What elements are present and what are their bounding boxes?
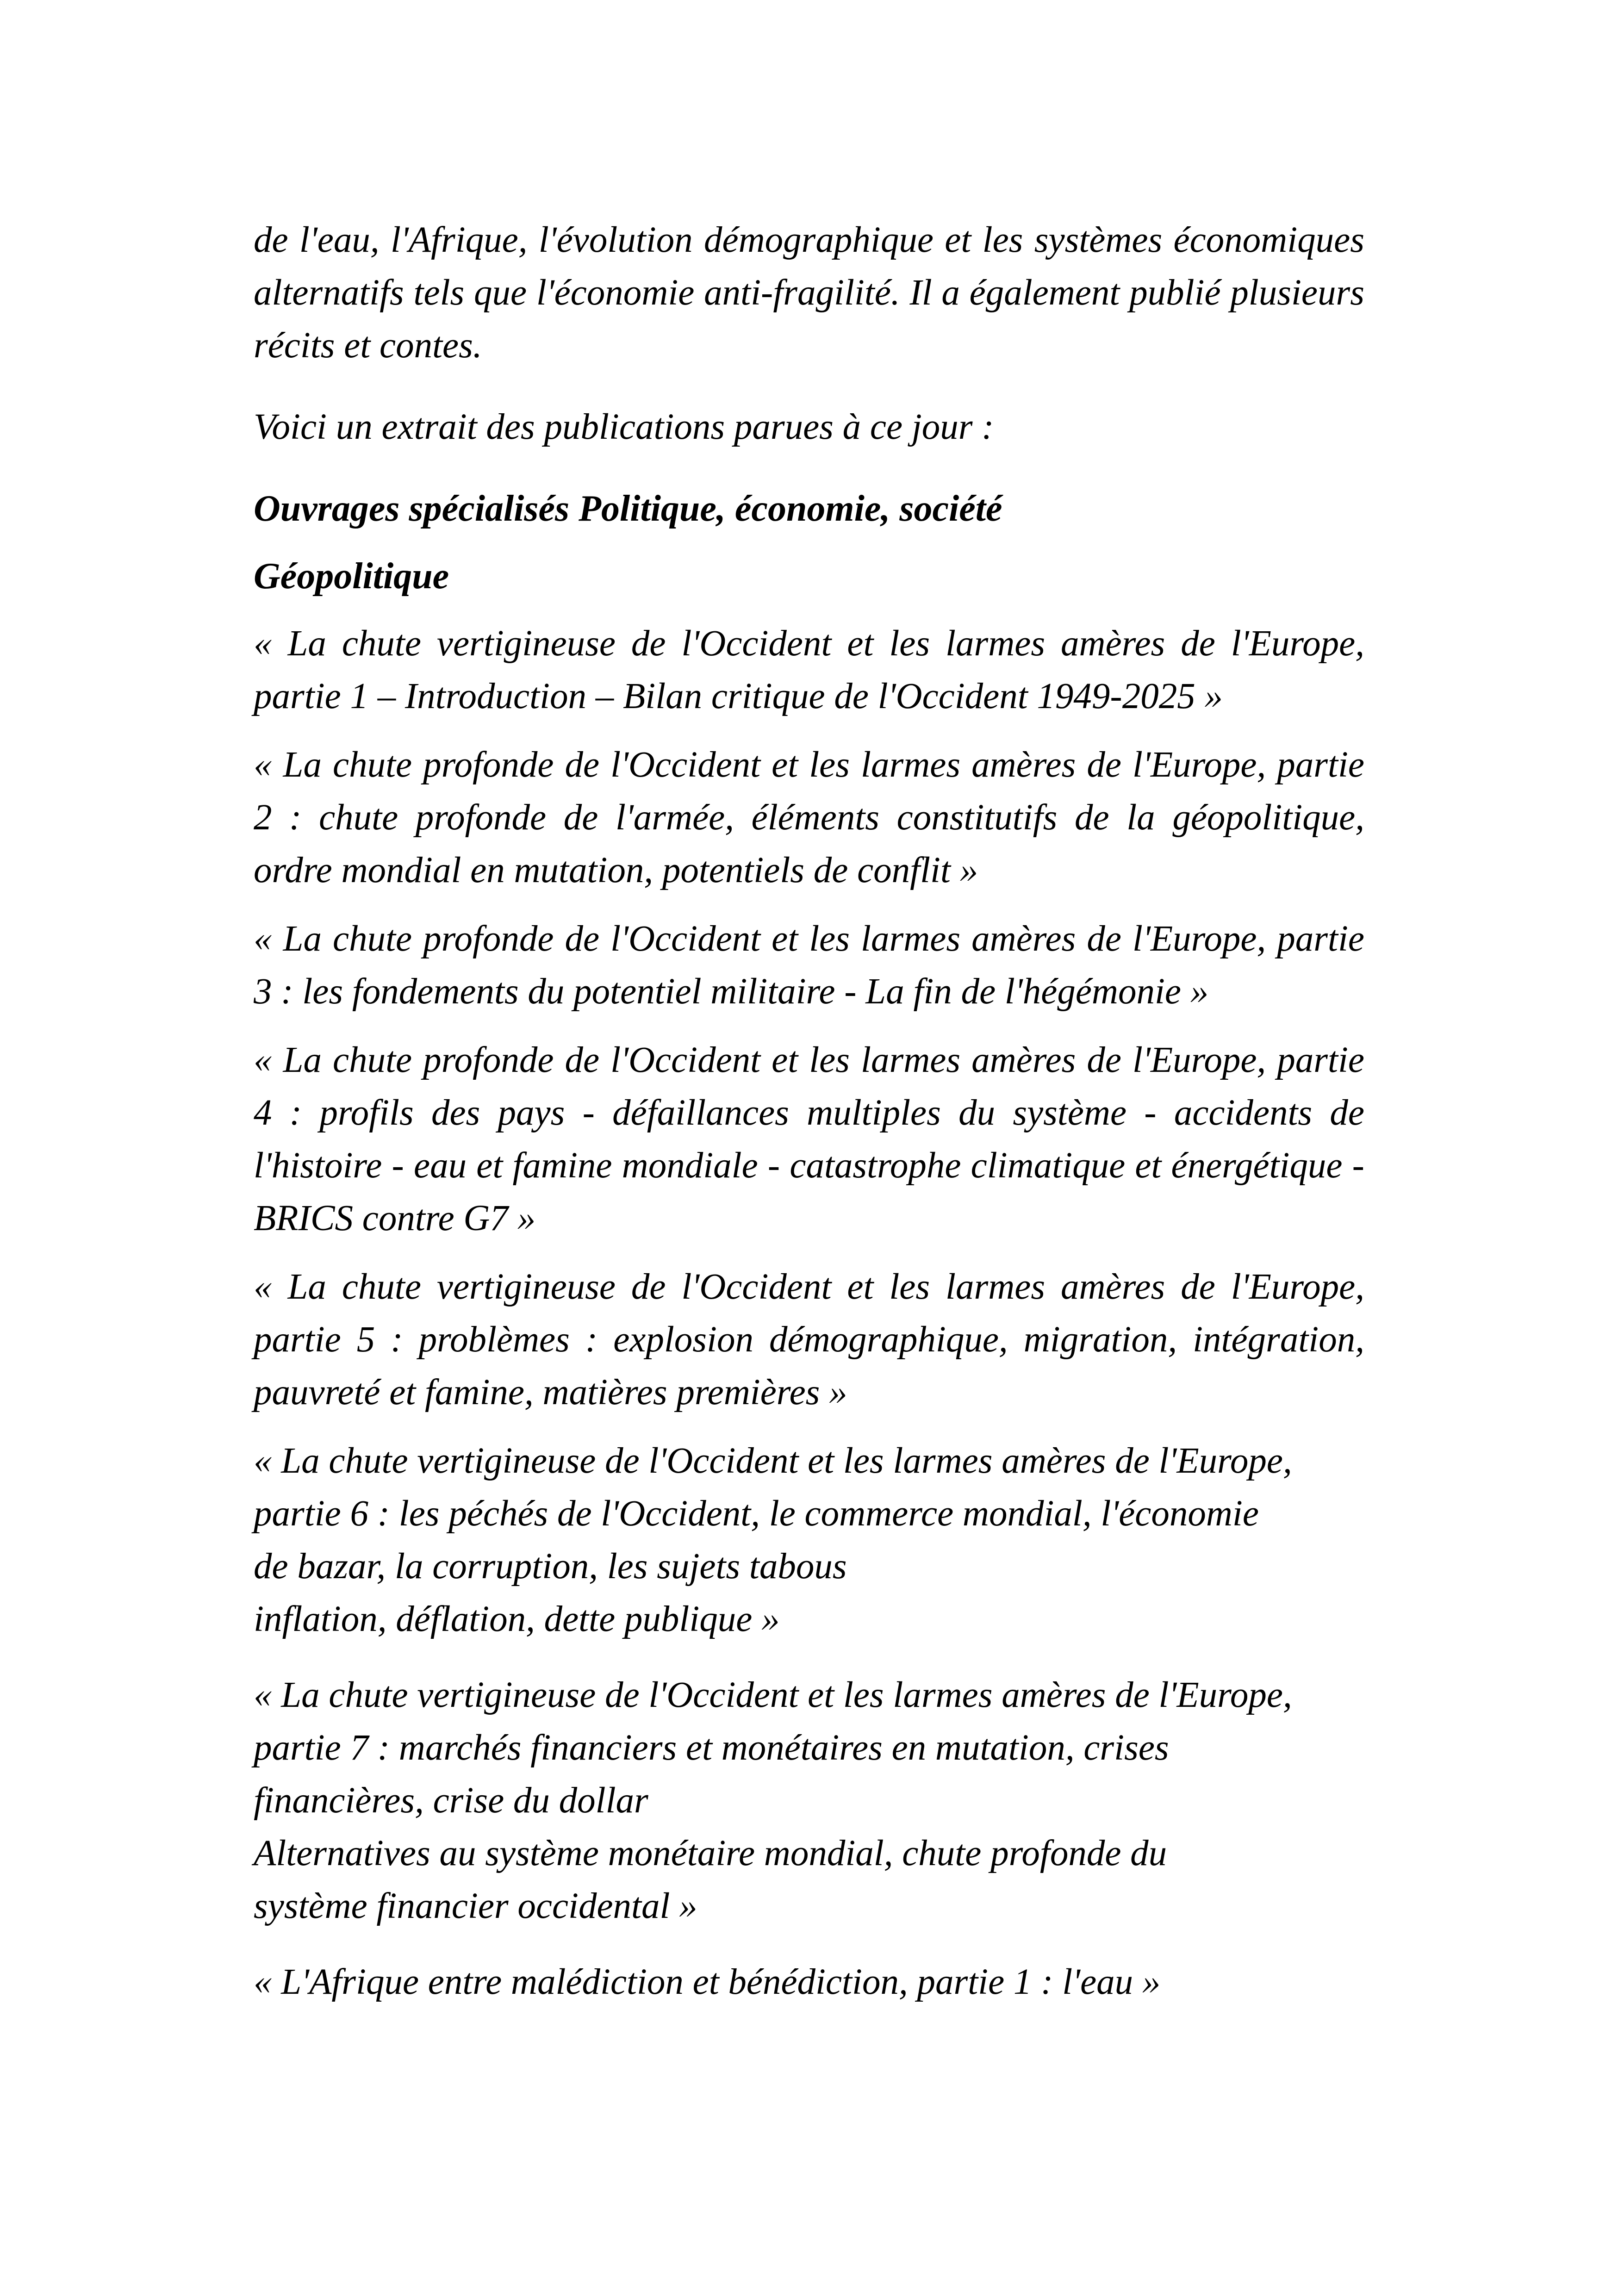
publication-entry-1: « La chute vertigineuse de l'Occident et les larmes amères de l'Europe, partie 1 – Introduction – Bilan critique de l'Occident 1949-2025 » <box>254 623 1364 716</box>
entry-7-line-5: système financier occidental » <box>254 1886 697 1926</box>
entry-6-line-1: « La chute vertigineuse de l'Occident et les larmes amères de l'Europe, <box>254 1441 1292 1481</box>
entry-6-line-3: de bazar, la corruption, les sujets tabous <box>254 1546 847 1587</box>
entry-7-line-3: financières, crise du dollar <box>254 1780 648 1821</box>
entry-7-line-4: Alternatives au système monétaire mondial, chute profonde du <box>254 1833 1167 1873</box>
publication-entry-8: « L'Afrique entre malédiction et bénédiction, partie 1 : l'eau » <box>254 1962 1161 2002</box>
document-page <box>254 214 1364 2009</box>
subsection-heading: Géopolitique <box>254 556 449 597</box>
publication-entry-4: « La chute profonde de l'Occident et les larmes amères de l'Europe, partie 4 : profils des pays - défaillances multiples du système - accidents de l'histoire - eau et famine mondiale - catastrophe climatique et énergétique - BRICS contre G7 » <box>254 1040 1364 1238</box>
entry-7-line-1: « La chute vertigineuse de l'Occident et les larmes amères de l'Europe, <box>254 1675 1292 1715</box>
entry-6-line-2: partie 6 : les péchés de l'Occident, le commerce mondial, l'économie <box>254 1493 1259 1534</box>
publication-entry-5: « La chute vertigineuse de l'Occident et les larmes amères de l'Europe, partie 5 : problèmes : explosion démographique, migration, intégration, pauvreté et famine, matières premières » <box>254 1267 1364 1412</box>
publication-entry-3: « La chute profonde de l'Occident et les larmes amères de l'Europe, partie 3 : les fondements du potentiel militaire - La fin de l'hégémonie » <box>254 919 1364 1012</box>
entry-6-line-4: inflation, déflation, dette publique » <box>254 1599 780 1639</box>
publication-entry-2: « La chute profonde de l'Occident et les larmes amères de l'Europe, partie 2 : chute profonde de l'armée, éléments constitutifs de la géopolitique, ordre mondial en mutation, potentiels de conflit » <box>254 745 1364 890</box>
publication-entry-6 <box>254 1435 1364 1646</box>
publications-intro: Voici un extrait des publications parues à ce jour : <box>254 407 994 447</box>
section-heading: Ouvrages spécialisés Politique, économie, société <box>254 488 1002 529</box>
entry-7-line-2: partie 7 : marchés financiers et monétaires en mutation, crises <box>254 1728 1169 1768</box>
publication-entry-7 <box>254 1669 1364 1933</box>
intro-paragraph: de l'eau, l'Afrique, l'évolution démographique et les systèmes économiques alternatifs tels que l'économie anti-fragilité. Il a également publié plusieurs récits et contes. <box>254 220 1364 366</box>
